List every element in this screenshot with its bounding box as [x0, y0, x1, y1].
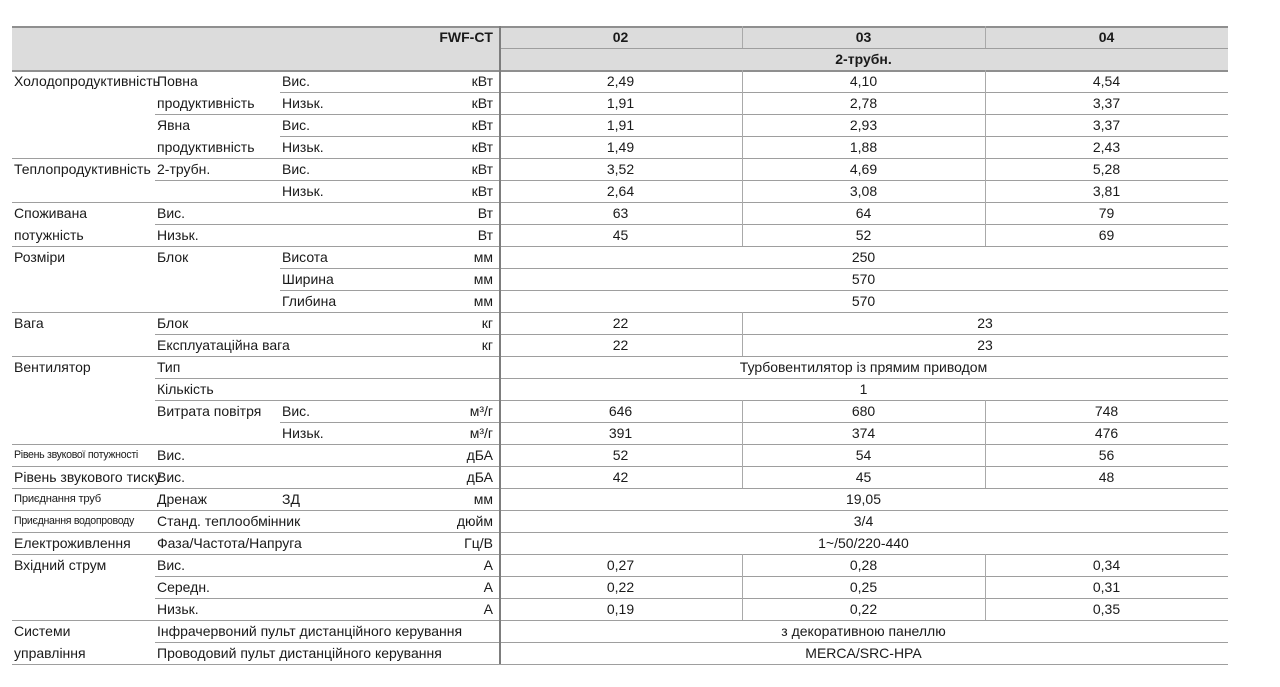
- row-unit: А: [483, 557, 493, 573]
- column-divider: [742, 180, 743, 202]
- row-unit: мм: [473, 293, 493, 309]
- value-cell: 0,25: [849, 579, 878, 595]
- row-rule-group: [12, 510, 1228, 511]
- row-rule-group: [12, 466, 1228, 467]
- row-rule: [155, 114, 1228, 115]
- row-unit: Вт: [477, 227, 493, 243]
- value-cell-merged: 1: [859, 381, 868, 397]
- spec-table: [12, 26, 1228, 666]
- value-cell: 1,88: [849, 139, 878, 155]
- row-rule: [155, 224, 1228, 225]
- column-divider: [985, 92, 986, 114]
- value-cell-merged: з декоративною панеллю: [781, 623, 946, 639]
- row-unit: кВт: [471, 117, 493, 133]
- row-parameter: Витрата повітря: [157, 403, 262, 419]
- column-divider: [742, 466, 743, 488]
- value-cell: 22: [612, 315, 629, 331]
- column-divider: [985, 444, 986, 466]
- row-parameter: Вис.: [157, 205, 186, 221]
- column-divider: [742, 400, 743, 422]
- row-parameter: Станд. теплообмінник: [157, 513, 301, 529]
- row-condition: Низьк.: [282, 139, 324, 155]
- row-rule-group: [12, 620, 1228, 621]
- column-divider: [742, 312, 743, 334]
- row-rule: [155, 378, 1228, 379]
- row-category: Розміри: [14, 249, 66, 265]
- row-condition: Вис.: [282, 117, 311, 133]
- row-category: управління: [14, 645, 86, 661]
- value-cell: 0,22: [849, 601, 878, 617]
- row-rule: [280, 136, 1228, 137]
- row-parameter: продуктивність: [157, 139, 255, 155]
- row-unit: А: [483, 579, 493, 595]
- value-cell: 646: [608, 403, 633, 419]
- column-divider: [985, 554, 986, 576]
- column-divider: [985, 598, 986, 620]
- value-cell: 4,54: [1092, 73, 1121, 89]
- row-parameter: Фаза/Частота/Напруга: [157, 535, 302, 551]
- row-rule: [155, 180, 1228, 181]
- row-parameter: Низьк.: [157, 601, 199, 617]
- column-divider: [742, 158, 743, 180]
- row-parameter: Проводовий пульт дистанційного керування: [157, 645, 442, 661]
- row-category: Вхідний струм: [14, 557, 107, 573]
- row-unit: мм: [473, 491, 493, 507]
- value-cell: 45: [855, 469, 872, 485]
- row-condition: Вис.: [282, 161, 311, 177]
- row-category: Рівень звукової потужності: [14, 449, 138, 461]
- row-rule: [155, 334, 1228, 335]
- row-category: Системи: [14, 623, 71, 639]
- row-rule: [155, 400, 1228, 401]
- row-rule-group: [12, 158, 1228, 159]
- row-category: Теплопродуктивність: [14, 161, 151, 177]
- row-unit: кВт: [471, 95, 493, 111]
- row-parameter: Дренаж: [157, 491, 207, 507]
- row-rule-group: [12, 202, 1228, 203]
- row-unit: кВт: [471, 183, 493, 199]
- row-rule-group: [12, 312, 1228, 313]
- value-cell-merged: 570: [851, 293, 876, 309]
- value-cell: 3,52: [606, 161, 635, 177]
- row-condition: Низьк.: [282, 183, 324, 199]
- value-cell: 0,28: [849, 557, 878, 573]
- row-rule: [280, 422, 1228, 423]
- value-cell: 0,22: [606, 579, 635, 595]
- row-condition: Вис.: [282, 73, 311, 89]
- row-unit: м³/г: [469, 425, 493, 441]
- row-unit: кВт: [471, 73, 493, 89]
- column-divider: [742, 92, 743, 114]
- row-category: Електроживлення: [14, 535, 131, 551]
- value-cell: 0,31: [1092, 579, 1121, 595]
- column-divider: [742, 70, 743, 92]
- column-divider: [985, 202, 986, 224]
- row-unit: м³/г: [469, 403, 493, 419]
- row-category: потужність: [14, 227, 84, 243]
- value-cell: 42: [612, 469, 629, 485]
- row-parameter: Експлуатаційна вага: [157, 337, 290, 353]
- row-parameter: Повна: [157, 73, 198, 89]
- value-cell: 79: [1098, 205, 1115, 221]
- size-header-02: 02: [612, 29, 629, 45]
- pipe-system-header: 2-трубн.: [835, 51, 892, 67]
- value-cell: 2,43: [1092, 139, 1121, 155]
- value-cell: 54: [855, 447, 872, 463]
- row-rule: [155, 576, 1228, 577]
- row-unit: Вт: [477, 205, 493, 221]
- row-rule: [155, 598, 1228, 599]
- header-column-divider: [985, 26, 986, 48]
- value-cell-merged: 23: [977, 315, 993, 331]
- column-divider: [985, 136, 986, 158]
- value-cell: 4,69: [849, 161, 878, 177]
- value-cell-merged: 570: [851, 271, 876, 287]
- column-divider: [742, 576, 743, 598]
- column-divider: [742, 444, 743, 466]
- column-divider: [985, 180, 986, 202]
- column-divider: [742, 554, 743, 576]
- value-cell: 52: [612, 447, 629, 463]
- value-cell: 374: [851, 425, 876, 441]
- value-cell-merged: 3/4: [853, 513, 874, 529]
- size-header-03: 03: [855, 29, 872, 45]
- row-unit: дюйм: [456, 513, 493, 529]
- value-cell-merged: 1~/50/220-440: [818, 535, 909, 551]
- row-parameter: продуктивність: [157, 95, 255, 111]
- column-divider: [742, 224, 743, 246]
- column-divider: [985, 114, 986, 136]
- row-condition: Висота: [282, 249, 328, 265]
- row-parameter: 2-трубн.: [157, 161, 211, 177]
- value-cell: 1,91: [606, 95, 635, 111]
- value-cell: 3,81: [1092, 183, 1121, 199]
- value-cell: 4,10: [849, 73, 878, 89]
- row-unit: мм: [473, 271, 493, 287]
- value-cell: 0,35: [1092, 601, 1121, 617]
- row-rule: [155, 642, 1228, 643]
- column-divider: [985, 158, 986, 180]
- column-divider: [742, 114, 743, 136]
- value-cell-merged: 250: [851, 249, 876, 265]
- row-category: Холодопродуктивність: [14, 73, 160, 89]
- column-divider: [985, 70, 986, 92]
- value-cell: 3,37: [1092, 117, 1121, 133]
- row-category: Приєднання водопроводу: [14, 515, 134, 527]
- row-category: Споживана: [14, 205, 88, 221]
- row-rule-group: [12, 554, 1228, 555]
- value-cell-merged: 23: [977, 337, 993, 353]
- top-border: [12, 26, 1228, 28]
- row-rule: [280, 92, 1228, 93]
- column-divider: [742, 202, 743, 224]
- row-unit: кВт: [471, 139, 493, 155]
- value-cell: 3,37: [1092, 95, 1121, 111]
- value-cell: 64: [855, 205, 872, 221]
- value-cell: 3,08: [849, 183, 878, 199]
- row-rule: [280, 290, 1228, 291]
- row-unit: А: [483, 601, 493, 617]
- value-cell: 56: [1098, 447, 1115, 463]
- column-divider: [742, 422, 743, 444]
- value-cell: 1,49: [606, 139, 635, 155]
- size-header-04: 04: [1098, 29, 1115, 45]
- row-parameter: Вис.: [157, 469, 186, 485]
- value-cell: 63: [612, 205, 629, 221]
- row-unit: мм: [473, 249, 493, 265]
- row-condition: Низьк.: [282, 425, 324, 441]
- value-cell: 48: [1098, 469, 1115, 485]
- value-cell: 45: [612, 227, 629, 243]
- value-cell: 1,91: [606, 117, 635, 133]
- value-cell: 52: [855, 227, 872, 243]
- row-rule-group: [12, 532, 1228, 533]
- column-divider: [742, 598, 743, 620]
- row-category: Рівень звукового тиску: [14, 469, 162, 485]
- row-parameter: Блок: [157, 249, 189, 265]
- value-cell-merged: Турбовентилятор із прямим приводом: [739, 359, 988, 375]
- column-divider: [985, 466, 986, 488]
- row-condition: ЗД: [282, 491, 300, 507]
- row-unit: дБА: [466, 469, 493, 485]
- row-rule-group: [12, 664, 1228, 665]
- column-divider: [985, 400, 986, 422]
- value-cell-merged: 19,05: [845, 491, 882, 507]
- value-cell: 2,93: [849, 117, 878, 133]
- row-parameter: Тип: [157, 359, 181, 375]
- model-header: FWF-CT: [439, 29, 493, 45]
- row-parameter: Кількість: [157, 381, 214, 397]
- row-unit: Гц/В: [464, 535, 493, 551]
- row-condition: Глибина: [282, 293, 337, 309]
- value-cell: 0,34: [1092, 557, 1121, 573]
- row-unit: кВт: [471, 161, 493, 177]
- value-cell: 69: [1098, 227, 1115, 243]
- header-bottom-rule: [12, 70, 1228, 72]
- row-parameter: Вис.: [157, 447, 186, 463]
- row-parameter: Інфрачервоний пульт дистанційного керування: [157, 623, 463, 639]
- row-rule-group: [12, 444, 1228, 445]
- column-divider: [742, 136, 743, 158]
- row-condition: Низьк.: [282, 95, 324, 111]
- row-category: Вентилятор: [14, 359, 91, 375]
- value-cell: 476: [1094, 425, 1119, 441]
- value-area-divider: [499, 26, 501, 664]
- row-parameter: Низьк.: [157, 227, 199, 243]
- header-column-divider: [742, 26, 743, 48]
- row-unit: дБА: [466, 447, 493, 463]
- value-cell: 2,49: [606, 73, 635, 89]
- value-cell: 5,28: [1092, 161, 1121, 177]
- column-divider: [985, 422, 986, 444]
- row-category: Приєднання труб: [14, 493, 102, 505]
- value-cell: 2,78: [849, 95, 878, 111]
- row-parameter: Блок: [157, 315, 189, 331]
- column-divider: [985, 576, 986, 598]
- row-parameter: Явна: [157, 117, 191, 133]
- header-rule: [499, 48, 1228, 49]
- row-category: Вага: [14, 315, 44, 331]
- row-unit: кг: [481, 337, 493, 353]
- column-divider: [742, 334, 743, 356]
- column-divider: [985, 224, 986, 246]
- row-rule-group: [12, 246, 1228, 247]
- row-rule: [280, 268, 1228, 269]
- row-parameter: Середн.: [157, 579, 210, 595]
- row-condition: Ширина: [282, 271, 334, 287]
- value-cell: 391: [608, 425, 633, 441]
- value-cell: 680: [851, 403, 876, 419]
- value-cell: 0,27: [606, 557, 635, 573]
- value-cell: 748: [1094, 403, 1119, 419]
- row-unit: кг: [481, 315, 493, 331]
- value-cell: 22: [612, 337, 629, 353]
- row-rule-group: [12, 356, 1228, 357]
- row-rule-group: [12, 488, 1228, 489]
- row-parameter: Вис.: [157, 557, 186, 573]
- value-cell: 0,19: [606, 601, 635, 617]
- value-cell-merged: MERCA/SRC-HPA: [805, 645, 922, 661]
- value-cell: 2,64: [606, 183, 635, 199]
- row-condition: Вис.: [282, 403, 311, 419]
